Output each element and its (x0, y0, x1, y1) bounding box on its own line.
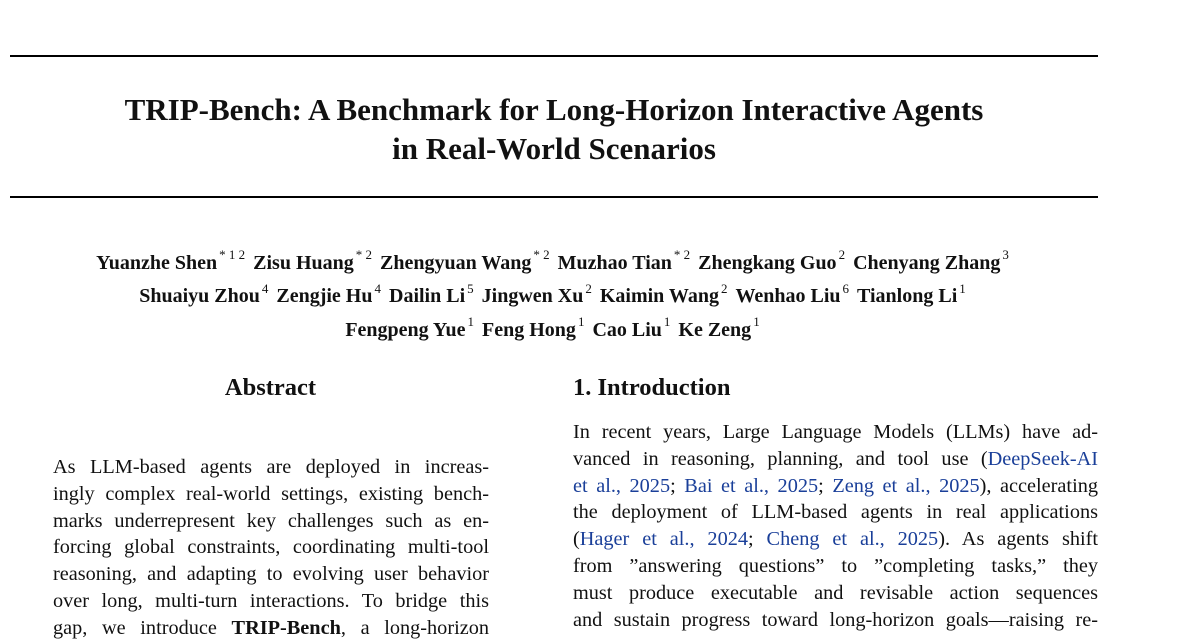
author-affiliation: 1 (467, 314, 475, 330)
author-name-text: Jingwen Xu (481, 285, 584, 308)
author-affiliation: 6 (842, 280, 850, 296)
author-name-text: Feng Hong (482, 318, 576, 341)
author-name (139, 280, 269, 308)
author-name-text: Cao Liu (592, 318, 662, 341)
bottom-rule (10, 196, 1098, 198)
citation-link[interactable]: Bai et al., 2025 (684, 474, 819, 497)
author-name-text: Zhengyuan Wang (380, 251, 532, 274)
citation-link[interactable]: et al., 2025 (573, 474, 671, 497)
title-line: in Real-World Scenarios (392, 131, 716, 166)
introduction-line: from ”answering questions” to ”completing tasks,” they (573, 554, 1098, 577)
author-name-text: Ke Zeng (678, 318, 752, 341)
author-affiliation: 4 (374, 280, 381, 296)
author-name (389, 280, 474, 308)
introduction-line: In recent years, Large Language Models (LLMs) have ad- (573, 421, 1098, 443)
author-name-text: Dailin Li (389, 285, 466, 308)
introduction-line: must produce executable and revisable action sequences (573, 581, 1098, 604)
author-name-text: Fengpeng Yue (345, 318, 466, 341)
author-line (0, 277, 1105, 311)
author-line (0, 243, 1105, 277)
benchmark-name: TRIP-Bench (231, 616, 341, 639)
author-name (276, 280, 381, 308)
author-name (853, 247, 1009, 274)
author-affiliation: * 1 2 (219, 247, 246, 262)
title-line: TRIP-Bench: A Benchmark for Long-Horizon Interactive Agents (124, 92, 984, 127)
author-name (698, 247, 846, 274)
introduction-line: (Hager et al., 2024; Cheng et al., 2025). As agents shift (573, 528, 1099, 551)
author-affiliation: 2 (838, 247, 846, 262)
author-affiliation: 1 (577, 314, 585, 330)
author-affiliation: 3 (1002, 247, 1009, 262)
author-name (599, 280, 728, 308)
author-name-text: Muzhao Tian (557, 251, 672, 274)
author-name-text: Zisu Huang (253, 251, 354, 274)
author-affiliation: 1 (959, 280, 966, 296)
author-name (253, 247, 372, 274)
author-name (678, 314, 760, 341)
author-name (482, 314, 585, 341)
introduction-line: and sustain progress toward long-horizon goals—raising re- (573, 608, 1098, 631)
abstract-heading: Abstract (224, 374, 317, 401)
top-rule (10, 55, 1098, 57)
abstract-body (53, 454, 489, 642)
author-affiliation: * 2 (355, 247, 372, 262)
author-affiliation: 2 (720, 280, 728, 296)
introduction-line: the deployment of LLM-based agents in real applications (573, 501, 1098, 524)
author-affiliation: * 2 (533, 247, 550, 262)
author-name-text: Shuaiyu Zhou (139, 285, 260, 308)
author-list (0, 243, 1105, 344)
abstract-line: marks underrepresent key challenges such as en- (53, 509, 489, 532)
author-affiliation: 5 (467, 280, 474, 296)
author-name (380, 247, 550, 274)
author-name-text: Tianlong Li (857, 285, 958, 308)
author-affiliation: 1 (663, 314, 671, 330)
author-name (345, 314, 475, 341)
introduction-body (573, 419, 1098, 633)
author-name (857, 280, 966, 308)
abstract-line: forcing global constraints, coordinating multi-tool (53, 536, 489, 559)
abstract-line: reasoning, and adapting to evolving user behavior (53, 563, 489, 586)
introduction-heading: 1. Introduction (573, 374, 731, 401)
author-affiliation: * 2 (673, 247, 691, 262)
author-line (0, 310, 1105, 344)
paper-title (10, 90, 1098, 168)
abstract-line-last: gap, we introduce TRIP-Bench, a long-horizon (53, 616, 489, 639)
author-name-text: Chenyang Zhang (853, 251, 1001, 274)
author-name (481, 280, 592, 308)
citation-link[interactable]: Cheng et al., 2025 (766, 528, 939, 551)
introduction-line: et al., 2025; Bai et al., 2025; Zeng et al., 2025), accelerating (573, 474, 1098, 497)
abstract-line: ingly complex real-world settings, existing bench- (53, 482, 489, 505)
author-name (557, 247, 691, 274)
author-name (735, 280, 850, 308)
abstract-line: over long, multi-turn interactions. To bridge this (53, 589, 489, 612)
author-name-text: Zengjie Hu (276, 285, 373, 308)
author-name-text: Zhengkang Guo (698, 251, 837, 274)
abstract-line: As LLM-based agents are deployed in increas- (53, 456, 489, 478)
author-affiliation: 4 (261, 280, 269, 296)
citation-link[interactable]: DeepSeek-AI (987, 447, 1098, 470)
citation-link[interactable]: Zeng et al., 2025 (832, 474, 980, 497)
author-name (592, 314, 671, 341)
author-name (96, 247, 246, 274)
author-name-text: Wenhao Liu (735, 285, 841, 308)
author-affiliation: 1 (753, 314, 760, 330)
introduction-line: vanced in reasoning, planning, and tool use (DeepSeek-AI (573, 447, 1098, 470)
author-name-text: Yuanzhe Shen (96, 251, 218, 274)
author-affiliation: 2 (585, 280, 592, 296)
author-name-text: Kaimin Wang (599, 285, 719, 308)
citation-link[interactable]: Hager et al., 2024 (579, 528, 748, 551)
